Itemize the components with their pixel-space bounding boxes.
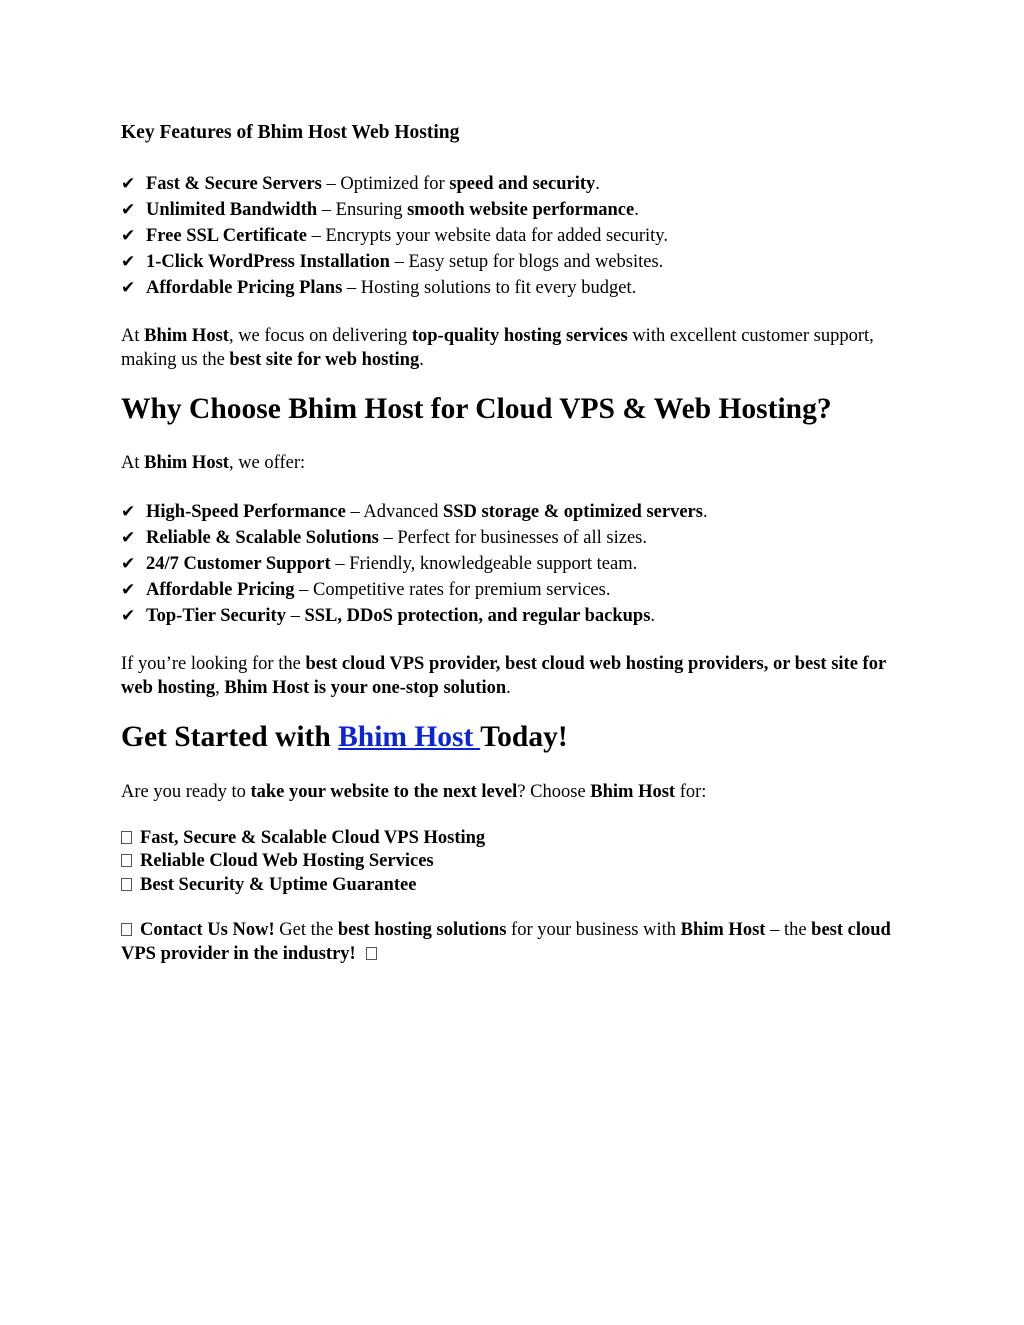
check-icon: ✔ <box>121 174 136 194</box>
check-icon: ✔ <box>121 252 136 272</box>
feature-item: ✔ Unlimited Bandwidth – Ensuring smooth website performance. <box>121 200 639 220</box>
feature-item: ✔ Fast & Secure Servers – Optimized for speed and security. <box>121 174 600 194</box>
why-summary: If you’re looking for the best cloud VPS provider, best cloud web hosting providers, or best site for web hosting, Bhim Host is your one-stop solution. <box>121 654 886 698</box>
check-icon: ✔ <box>121 528 136 548</box>
missing-glyph-icon <box>366 947 377 960</box>
missing-glyph-icon <box>121 878 132 891</box>
missing-glyph-icon <box>121 923 132 936</box>
why-item: ✔ 24/7 Customer Support – Friendly, knowledgeable support team. <box>121 554 638 574</box>
contact-us-now: Contact Us Now! <box>140 920 275 940</box>
check-icon: ✔ <box>121 606 136 626</box>
why-item: ✔ Affordable Pricing – Competitive rates for premium services. <box>121 580 611 600</box>
feature-item: ✔ 1-Click WordPress Installation – Easy setup for blogs and websites. <box>121 252 664 272</box>
why-heading: Why Choose Bhim Host for Cloud VPS & Web Hosting? <box>121 393 832 425</box>
features-summary: At Bhim Host, we focus on delivering top-quality hosting services with excellent customer support, making us the best site for web hosting. <box>121 326 874 370</box>
check-icon: ✔ <box>121 200 136 220</box>
features-heading: Key Features of Bhim Host Web Hosting <box>121 122 460 143</box>
check-icon: ✔ <box>121 278 136 298</box>
why-item: ✔ Reliable & Scalable Solutions – Perfect for businesses of all sizes. <box>121 528 648 548</box>
cta-item: Reliable Cloud Web Hosting Services <box>121 849 434 873</box>
check-icon: ✔ <box>121 554 136 574</box>
cta-item: Best Security & Uptime Guarantee <box>121 873 416 897</box>
bhim-host-link[interactable]: Bhim Host <box>338 721 481 753</box>
contact-paragraph: Contact Us Now! Get the best hosting solutions for your business with Bhim Host – the best cloud VPS provider in the industry! <box>121 920 891 964</box>
missing-glyph-icon <box>121 831 132 844</box>
check-icon: ✔ <box>121 226 136 246</box>
why-intro: At Bhim Host, we offer: <box>121 453 306 473</box>
check-icon: ✔ <box>121 580 136 600</box>
feature-item: ✔ Free SSL Certificate – Encrypts your website data for added security. <box>121 226 668 246</box>
why-item: ✔ High-Speed Performance – Advanced SSD storage & optimized servers. <box>121 502 708 522</box>
cta-heading: Get Started with Bhim Host Today! <box>121 721 568 753</box>
feature-item: ✔ Affordable Pricing Plans – Hosting solutions to fit every budget. <box>121 278 637 298</box>
why-item: ✔ Top-Tier Security – SSL, DDoS protection, and regular backups. <box>121 606 656 626</box>
cta-item: Fast, Secure & Scalable Cloud VPS Hosting <box>121 826 485 850</box>
check-icon: ✔ <box>121 502 136 522</box>
missing-glyph-icon <box>121 854 132 867</box>
cta-intro: Are you ready to take your website to the next level? Choose Bhim Host for: <box>121 782 707 802</box>
